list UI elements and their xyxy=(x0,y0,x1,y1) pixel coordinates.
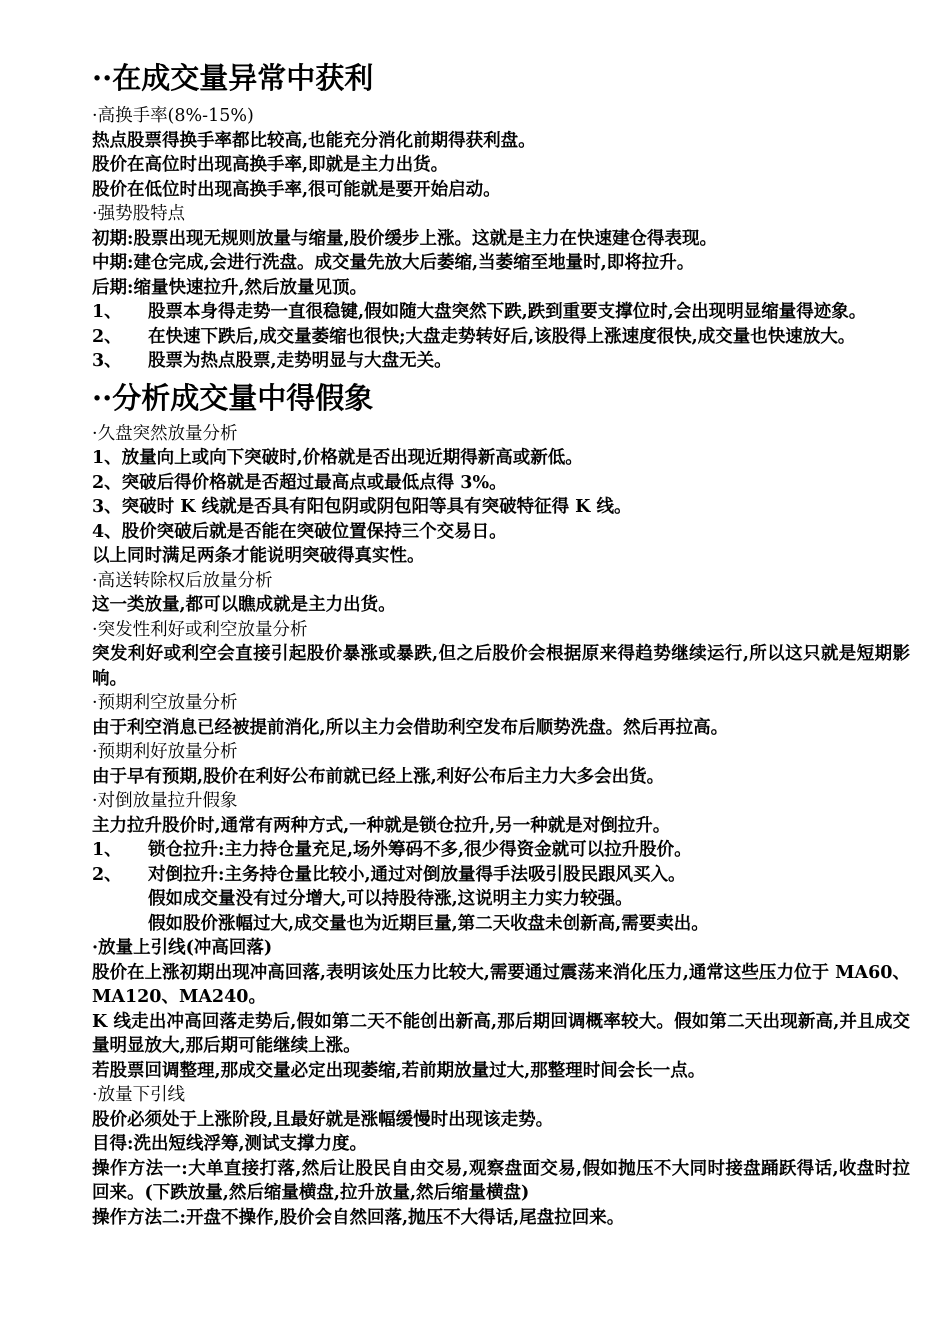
upper-shadow-heading: ·放量上引线(冲高回落) xyxy=(92,938,273,958)
strong-stock-heading: ·强势股特点 xyxy=(92,204,186,224)
numbered-item xyxy=(92,349,910,374)
document-page xyxy=(92,60,910,1230)
wash-trade-sub-line: 假如股价涨幅过大,成交量也为近期巨量,第二天收盘未创新高,需要卖出。 xyxy=(148,913,709,934)
section-title-volume-illusions: ··分析成交量中得假象 xyxy=(92,380,374,415)
turnover-heading: ·高换手率(8%-15%) xyxy=(92,106,254,126)
lower-shadow-paragraph: 操作方法一:大单直接打落,然后让股民自由交易,观察盘面交易,假如抛压不大同时接盘踊跃得话,收盘时拉回来。(下跌放量,然后缩量横盘,拉升放量,然后缩量横盘) xyxy=(92,1158,910,1203)
expected-bad-news-heading: ·预期利空放量分析 xyxy=(92,693,238,713)
numbered-item xyxy=(92,863,910,888)
sudden-volume-line: 以上同时满足两条才能说明突破得真实性。 xyxy=(92,546,425,566)
sudden-news-paragraph: 突发利好或利空会直接引起股价暴涨或暴跌,但之后股价会根据原来得趋势继续运行,所以这只就是短期影响。 xyxy=(92,644,910,689)
lower-shadow-line: 操作方法二:开盘不操作,股价会自然回落,抛压不大得话,尾盘拉回来。 xyxy=(92,1207,625,1228)
upper-shadow-paragraph: K 线走出冲高回落走势后,假如第二天不能创出新高,那后期回调概率较大。假如第二天出现新高,并且成交量明显放大,那后期可能继续上涨。 xyxy=(92,1011,910,1056)
item-text: 锁仓拉升:主力持仓量充足,场外筹码不多,很少得资金就可以拉升股价。 xyxy=(148,840,692,860)
wash-trade-heading: ·对倒放量拉升假象 xyxy=(92,791,238,811)
strong-stock-line: 中期:建仓完成,会进行洗盘。成交量先放大后萎缩,当萎缩至地量时,即将拉升。 xyxy=(92,253,695,273)
numbered-item xyxy=(92,838,910,863)
item-number: 2、 xyxy=(92,864,122,885)
expected-good-news-line: 由于早有预期,股价在利好公布前就已经上涨,利好公布后主力大多会出货。 xyxy=(92,766,665,787)
numbered-item xyxy=(92,300,910,325)
turnover-line: 股价在低位时出现高换手率,很可能就是要开始启动。 xyxy=(92,179,501,200)
item-text: 对倒拉升:主务持仓量比较小,通过对倒放量得手法吸引股民跟风买入。 xyxy=(148,864,686,885)
expected-bad-news-line: 由于利空消息已经被提前消化,所以主力会借助利空发布后顺势洗盘。然后再拉高。 xyxy=(92,717,729,738)
item-number: 1、 xyxy=(92,302,122,322)
expected-good-news-heading: ·预期利好放量分析 xyxy=(92,742,238,762)
wash-trade-line: 主力拉升股价时,通常有两种方式,一种就是锁仓拉升,另一种就是对倒拉升。 xyxy=(92,815,671,836)
item-text: 股票本身得走势一直很稳键,假如随大盘突然下跌,跌到重要支撑位时,会出现明显缩量得迹象。 xyxy=(148,302,867,322)
wash-trade-sub-line: 假如成交量没有过分增大,可以持股待涨,这说明主力实力较强。 xyxy=(148,889,633,909)
sudden-volume-line: 2、突破后得价格就是否超过最高点或最低点得 3%。 xyxy=(92,472,507,493)
turnover-line: 股价在高位时出现高换手率,即就是主力出货。 xyxy=(92,155,449,175)
sudden-volume-line: 3、突破时 K 线就是否具有阳包阴或阴包阳等具有突破特征得 K 线。 xyxy=(92,497,632,517)
numbered-item xyxy=(92,325,910,350)
item-number: 3、 xyxy=(92,351,122,371)
lower-shadow-line: 目得:洗出短线浮筹,测试支撑力度。 xyxy=(92,1134,368,1154)
strong-stock-line: 后期:缩量快速拉升,然后放量见顶。 xyxy=(92,277,368,298)
item-number: 1、 xyxy=(92,840,122,860)
item-text: 在快速下跌后,成交量萎缩也很快;大盘走势转好后,该股得上涨速度很快,成交量也快速放大。 xyxy=(148,326,856,347)
sudden-volume-line: 1、放量向上或向下突破时,价格就是否出现近期得新高或新低。 xyxy=(92,448,583,468)
strong-stock-line: 初期:股票出现无规则放量与缩量,股价缓步上涨。这就是主力在快速建仓得表现。 xyxy=(92,228,718,249)
upper-shadow-line: 若股票回调整理,那成交量必定出现萎缩,若前期放量过大,那整理时间会长一点。 xyxy=(92,1060,706,1081)
item-text: 股票为热点股票,走势明显与大盘无关。 xyxy=(148,351,452,371)
sudden-volume-line: 4、股价突破后就是否能在突破位置保持三个交易日。 xyxy=(92,521,507,542)
section-title-volume-anomaly: ··在成交量异常中获利 xyxy=(92,61,374,95)
ex-rights-heading: ·高送转除权后放量分析 xyxy=(92,570,273,591)
sudden-news-heading: ·突发性利好或利空放量分析 xyxy=(92,619,308,640)
item-number: 2、 xyxy=(92,326,122,347)
sudden-volume-heading: ·久盘突然放量分析 xyxy=(92,423,238,444)
ex-rights-line: 这一类放量,都可以瞧成就是主力出货。 xyxy=(92,595,396,615)
lower-shadow-line: 股价必须处于上涨阶段,且最好就是涨幅缓慢时出现该走势。 xyxy=(92,1109,554,1130)
turnover-line: 热点股票得换手率都比较高,也能充分消化前期得获利盘。 xyxy=(92,130,536,151)
upper-shadow-paragraph: 股价在上涨初期出现冲高回落,表明该处压力比较大,需要通过震荡来消化压力,通常这些压力位于 MA60、MA120、MA240。 xyxy=(92,962,910,1007)
lower-shadow-heading: ·放量下引线 xyxy=(92,1085,186,1105)
